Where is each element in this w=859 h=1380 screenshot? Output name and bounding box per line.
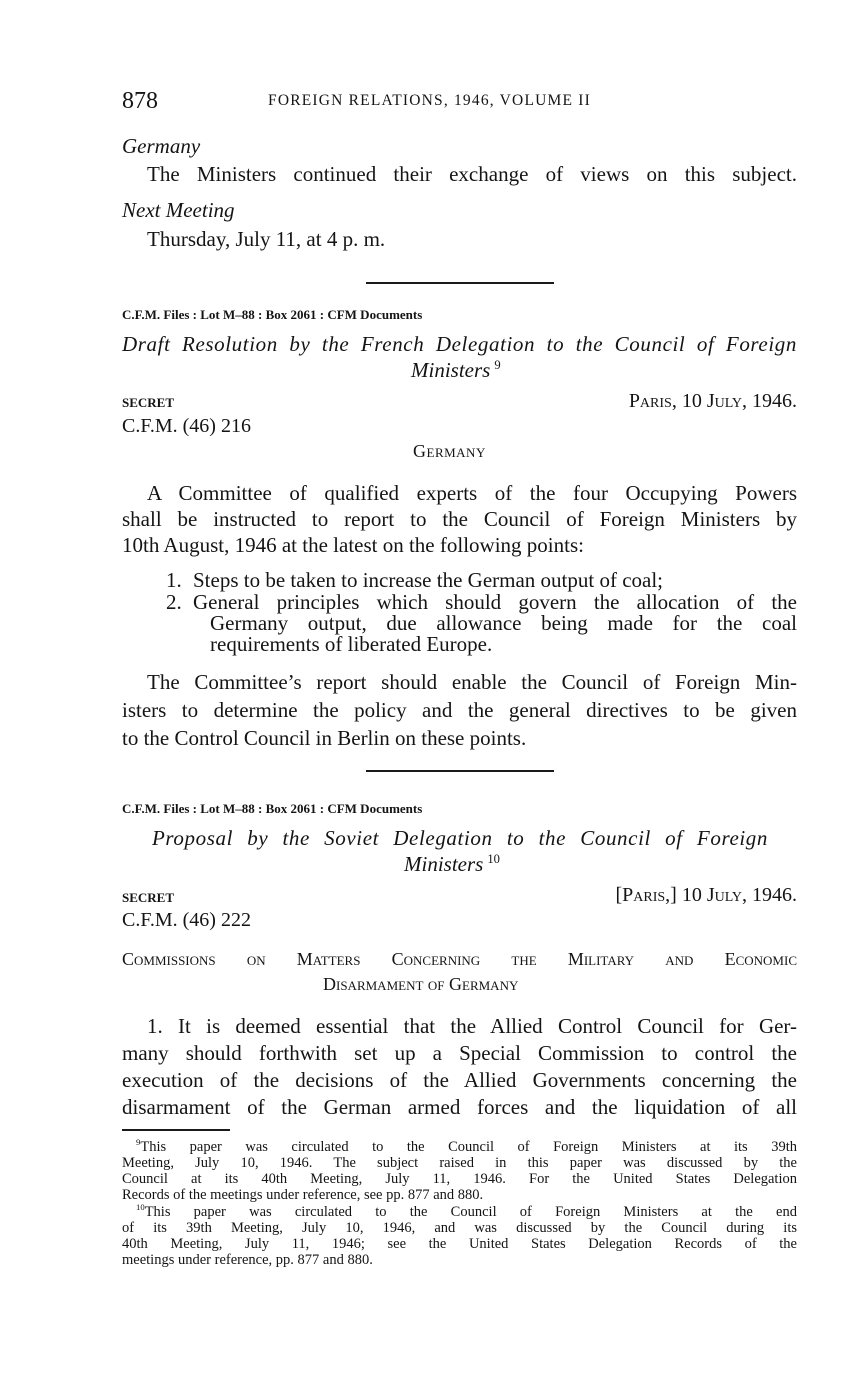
paragraph-line: isters to determine the policy and the general directives to be given (122, 698, 797, 722)
document-title: Proposal by the Soviet Delegation to the Council of Foreign (152, 826, 768, 850)
page-number: 878 (122, 88, 158, 114)
paragraph-line: A Committee of qualified experts of the four Occupying Powers (147, 481, 797, 505)
paragraph-line: 1. It is deemed essential that the Allied Control Council for Ger- (147, 1014, 797, 1038)
subject-heading: Germany (413, 441, 486, 461)
subject-heading: Commissions on Matters Concerning the Military and Economic (122, 949, 797, 969)
place-date: [Paris,] 10 July, 1946. (615, 884, 797, 906)
footnote-9: $^9$This paper was circulated to the Council of Foreign Ministers at its 39th (136, 1137, 797, 1155)
paragraph-line: execution of the decisions of the Allied Governments concerning the (122, 1068, 797, 1092)
document-number: C.F.M. (46) 216 (122, 415, 251, 437)
list-item: General principles which should govern the allocation of the (193, 590, 797, 614)
document-number: C.F.M. (46) 222 (122, 909, 251, 931)
paragraph-line: shall be instructed to report to the Council of Foreign Ministers by (122, 507, 797, 531)
footnote-marker: 9 (494, 358, 501, 372)
footnote-10: $^{10}$This paper was circulated to the Council of Foreign Ministers at the end (136, 1202, 797, 1220)
paragraph-line: disarmament of the German armed forces and the liquidation of all (122, 1095, 797, 1119)
footnote-line: Meeting, July 10, 1946. The subject raised in this paper was discussed by the (122, 1155, 797, 1171)
place-date: Paris, 10 July, 1946. (628, 390, 797, 412)
list-number: 2. (166, 590, 182, 614)
paragraph-line: The Committee’s report should enable the Council of Foreign Min- (147, 670, 797, 694)
file-reference: C.F.M. Files : Lot M–88 : Box 2061 : CFM Documents (122, 307, 423, 322)
document-title: Draft Resolution by the French Delegation to the Council of Foreign (122, 332, 797, 356)
footnote-marker: 10 (136, 1202, 145, 1213)
running-title: FOREIGN RELATIONS, 1946, VOLUME II (268, 92, 591, 109)
footnote-line: meetings under reference, pp. 877 and 880. (122, 1252, 373, 1268)
germany-heading: Germany (122, 134, 201, 158)
germany-text: The Ministers continued their exchange of views on this subject. (147, 162, 797, 186)
footnote-line: Records of the meetings under reference, see pp. 877 and 880. (122, 1187, 484, 1203)
list-item-cont: requirements of liberated Europe. (210, 632, 493, 656)
section-divider (366, 770, 554, 772)
next-meeting-text: Thursday, July 11, at 4 p. m. (147, 227, 386, 251)
footnote-line: of its 39th Meeting, July 10, 1946, and was discussed by the Council during its (122, 1220, 797, 1236)
document-title-cont: Ministers $^{10}$ (404, 852, 500, 876)
footnote-marker: 10 (487, 852, 500, 866)
section-divider (366, 282, 554, 284)
list-item: Steps to be taken to increase the German output of coal; (193, 568, 664, 592)
next-meeting-heading: Next Meeting (122, 198, 235, 222)
document-title-cont: Ministers $^9$ (411, 358, 501, 382)
file-reference: C.F.M. Files : Lot M–88 : Box 2061 : CFM Documents (122, 801, 423, 816)
list-item-cont: Germany output, due allowance being made for the coal (210, 611, 797, 635)
footnote-line: 40th Meeting, July 11, 1946; see the United States Delegation Records of the (122, 1236, 797, 1252)
list-number: 1. (166, 568, 182, 592)
footnote-line: Council at its 40th Meeting, July 11, 1946. For the United States Delegation (122, 1171, 797, 1187)
paragraph-line: 10th August, 1946 at the latest on the following points: (122, 533, 584, 557)
paragraph-line: to the Control Council in Berlin on these points. (122, 726, 527, 750)
footnote-divider (122, 1129, 230, 1131)
footnote-marker: 9 (136, 1137, 141, 1148)
classification: SECRET (122, 890, 175, 905)
classification: SECRET (122, 395, 175, 410)
paragraph-line: many should forthwith set up a Special Commission to control the (122, 1041, 797, 1065)
subject-heading-cont: Disarmament of Germany (323, 974, 519, 994)
